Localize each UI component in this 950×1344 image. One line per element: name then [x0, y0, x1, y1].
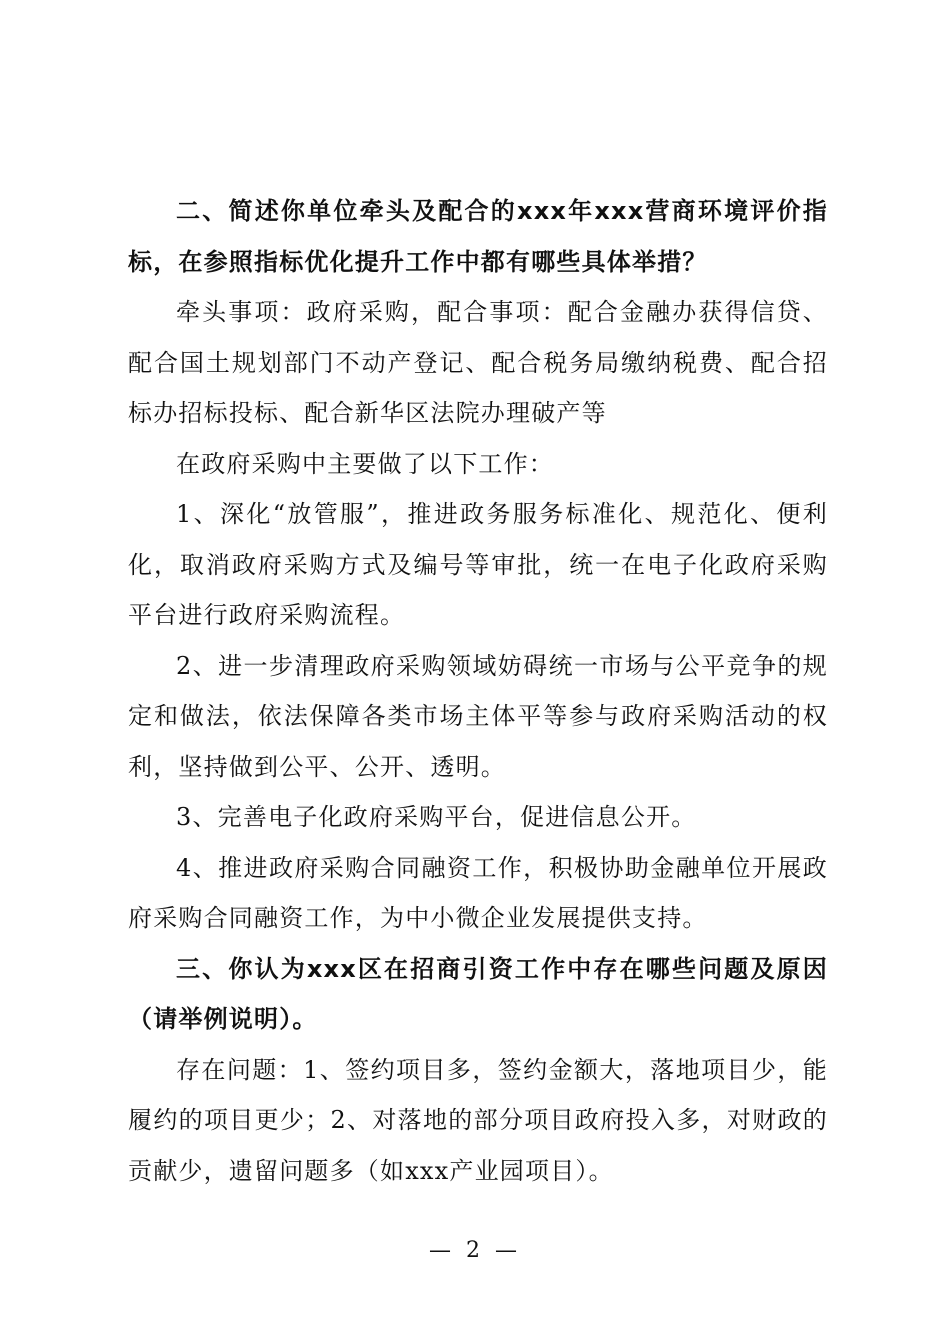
page-number: — 2 — [429, 1238, 521, 1263]
lead-items-paragraph: 牵头事项：政府采购，配合事项：配合金融办获得信贷、配合国土规划部门不动产登记、配合税务局缴纳税费、配合招标办招标投标、配合新华区法院办理破产等 [128, 298, 828, 427]
procurement-item-4: 4、推进政府采购合同融资工作，积极协助金融单位开展政府采购合同融资工作，为中小微企业发展提供支持。 [128, 853, 828, 932]
procurement-item-3: 3、完善电子化政府采购平台，促进信息公开。 [176, 803, 697, 831]
problems-paragraph: 存在问题：1、签约项目多，签约金额大，落地项目少，能履约的项目更少；2、对落地的部分项目政府投入多，对财政的贡献少，遗留问题多（如xxx产业园项目）。 [128, 1055, 828, 1185]
section-heading-3: 三、你认为xxx区在招商引资工作中存在哪些问题及原因（请举例说明）。 [128, 954, 828, 1033]
procurement-intro-paragraph: 在政府采购中主要做了以下工作： [176, 449, 554, 478]
procurement-item-1: 1、深化“放管服”，推进政务服务标准化、规范化、便利化，取消政府采购方式及编号等审批，统一在电子化政府采购平台进行政府采购流程。 [128, 500, 828, 629]
procurement-item-2: 2、进一步清理政府采购领域妨碍统一市场与公平竞争的规定和做法，依法保障各类市场主体平等参与政府采购活动的权利，坚持做到公平、公开、透明。 [128, 651, 828, 781]
section-heading-2: 二、简述你单位牵头及配合的xxx年xxx营商环境评价指标，在参照指标优化提升工作中都有哪些具体举措？ [128, 197, 828, 276]
document-body [128, 186, 828, 1196]
